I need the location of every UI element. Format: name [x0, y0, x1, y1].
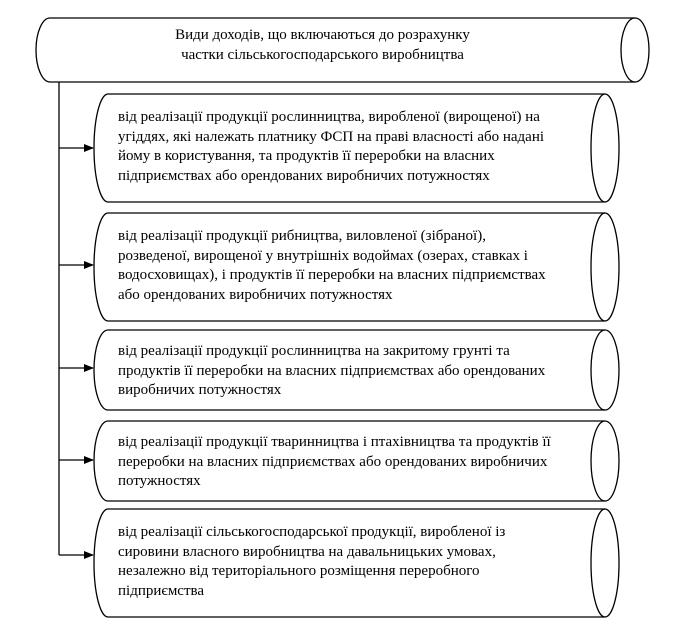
- header-title: [60, 26, 585, 65]
- item-1-line-2: угіддях, які належать платнику ФСП на праві власності або надані: [118, 128, 545, 145]
- item-text-3: [118, 342, 588, 401]
- item-1-line-4: підприємствах або орендованих виробничих потужностях: [118, 167, 490, 184]
- item-2-line-4: або орендованих виробничих потужностях: [118, 286, 393, 303]
- item-5-line-2: сировини власного виробництва на давальницьких умовах,: [118, 543, 496, 560]
- item-3-line-1: від реалізації продукції рослинництва на закритому грунті та: [118, 343, 510, 359]
- item-3-line-2: продуктів її переробки на власних підприємствах або орендованих: [118, 362, 546, 379]
- item-4-line-3: потужностях: [118, 473, 201, 489]
- item-5-line-1: від реалізації сільськогосподарської продукції, виробленої із: [118, 524, 506, 540]
- item-text-1: [118, 108, 588, 186]
- item-text-4: [118, 433, 588, 492]
- item-text-2: [118, 227, 588, 305]
- item-text-5: [118, 523, 588, 601]
- item-4-line-1: від реалізації продукції тваринництва і птахівництва та продуктів її: [118, 434, 551, 450]
- item-1-line-3: йому в користування, та продуктів її переробки на власних: [118, 148, 495, 164]
- item-3-line-3: виробничих потужностях: [118, 382, 282, 398]
- item-4-line-2: переробки на власних підприємствах або орендованих виробничих: [118, 453, 548, 470]
- item-2-line-2: розведеної, вирощеної у внутрішніх водоймах (озерах, ставках і: [118, 247, 528, 264]
- item-2-line-1: від реалізації продукції рибництва, виловленої (зібраної),: [118, 228, 486, 244]
- header-title-line-2: частки сільськогосподарського виробництва: [181, 46, 464, 63]
- item-2-line-3: водосховищах), і продуктів її переробки на власних підприємствах: [118, 267, 546, 283]
- item-5-line-3: незалежно від територіального розміщення переробного: [118, 563, 480, 579]
- header-title-line-1: Види доходів, що включаються до розрахунку: [175, 27, 470, 43]
- item-1-line-1: від реалізації продукції рослинництва, виробленої (вирощеної) на: [118, 109, 540, 125]
- item-5-line-4: підприємства: [118, 582, 205, 599]
